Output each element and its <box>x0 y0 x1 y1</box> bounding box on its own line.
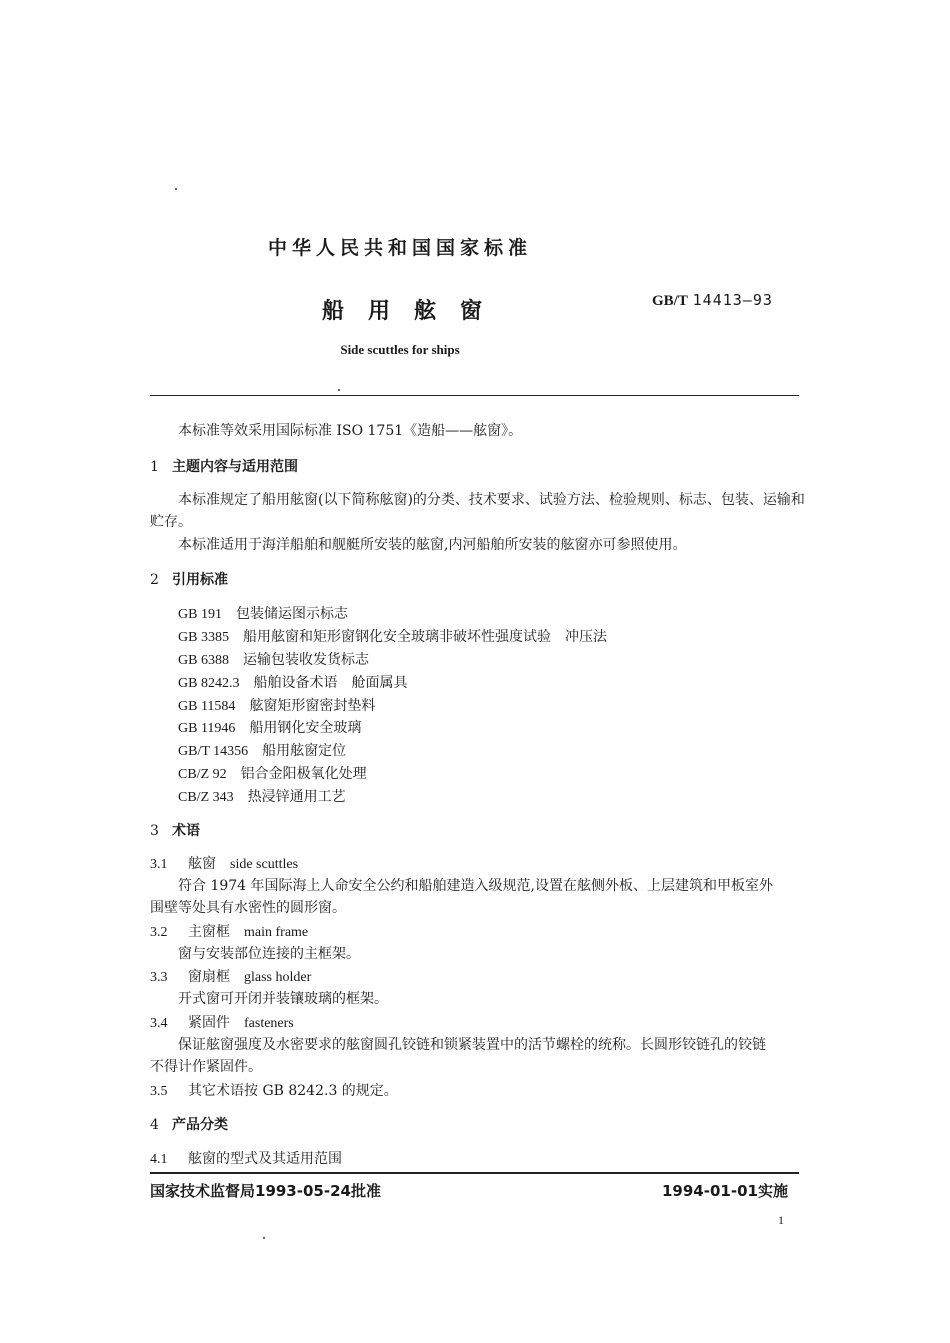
term-chinese: 紧固件 <box>188 1015 230 1031</box>
reference-item <box>178 603 348 623</box>
reference-item <box>178 695 375 715</box>
reference-title: 舷窗矩形窗密封垫料 <box>249 698 376 714</box>
reference-title: 热浸锌通用工艺 <box>247 789 346 805</box>
section-heading-4 <box>150 1114 228 1134</box>
term-chinese: 舷窗 <box>188 856 216 872</box>
paragraph-line: 开式窗可开闭并装镶玻璃的框架。 <box>178 991 388 1007</box>
section-number: 1 <box>150 459 159 475</box>
reference-title: 包装储运图示标志 <box>235 606 348 622</box>
term-english: glass holder <box>244 970 312 985</box>
standard-prefix: GB/T <box>652 293 688 309</box>
term-3-4 <box>150 1012 294 1032</box>
section-heading-1 <box>150 456 298 476</box>
term-text: 其它术语按 GB 8242.3 的规定。 <box>188 1083 398 1099</box>
reference-title: 船用钢化安全玻璃 <box>249 720 362 736</box>
term-english: fasteners <box>244 1016 294 1031</box>
term-3-2 <box>150 921 308 941</box>
reference-code: GB/T 14356 <box>178 744 249 759</box>
term-english: side scuttles <box>230 857 299 872</box>
reference-code: GB 3385 <box>178 630 229 645</box>
standard-number <box>652 291 773 310</box>
reference-code: GB 11584 <box>178 699 236 714</box>
reference-item <box>178 740 346 760</box>
subsection-title: 舷窗的型式及其适用范围 <box>188 1151 342 1167</box>
term-number: 3.1 <box>150 857 168 872</box>
term-number: 3.2 <box>150 925 168 940</box>
section-heading-2 <box>150 569 228 589</box>
reference-code: GB 8242.3 <box>178 676 240 691</box>
reference-title: 铝合金阳极氧化处理 <box>240 766 367 782</box>
reference-code: GB 191 <box>178 607 222 622</box>
reference-item <box>178 672 407 692</box>
section-number: 2 <box>150 572 159 588</box>
national-standard-heading: 中华人民共和国国家标准 <box>267 237 532 259</box>
section-heading-3 <box>150 820 200 840</box>
reference-item <box>178 717 361 737</box>
term-3-5 <box>150 1080 398 1100</box>
standard-code: 14413—93 <box>692 291 773 309</box>
effective-date-line: 1994-01-01实施 <box>662 1182 788 1200</box>
term-3-3 <box>150 966 311 986</box>
subsection-number: 4.1 <box>150 1152 168 1167</box>
section-title: 术语 <box>172 823 200 839</box>
document-title: 船用舷窗 <box>322 299 507 324</box>
paragraph-line: 窗与安装部位连接的主框架。 <box>178 946 360 962</box>
reference-item <box>178 786 346 806</box>
paragraph-line: 不得计作紧固件。 <box>150 1059 262 1075</box>
term-english: main frame <box>244 925 309 940</box>
reference-code: GB 11946 <box>178 721 236 736</box>
page-number: 1 <box>778 1213 784 1227</box>
subsection-4-1 <box>150 1148 342 1168</box>
scan-speck <box>338 389 340 391</box>
term-number: 3.5 <box>150 1084 168 1099</box>
reference-item <box>178 626 607 646</box>
reference-code: CB/Z 343 <box>178 790 234 805</box>
section-title: 引用标准 <box>172 572 228 588</box>
reference-item <box>178 649 369 669</box>
term-chinese: 窗扇框 <box>188 969 230 985</box>
term-3-1 <box>150 853 298 873</box>
reference-item <box>178 763 367 783</box>
paragraph-line: 本标准规定了船用舷窗(以下简称舷窗)的分类、技术要求、试验方法、检验规则、标志、包装、运输和 <box>178 492 805 508</box>
section-number: 3 <box>150 823 159 839</box>
header-divider <box>150 395 799 396</box>
term-chinese: 主窗框 <box>188 924 230 940</box>
section-number: 4 <box>150 1117 159 1133</box>
intro-paragraph: 本标准等效采用国际标准 ISO 1751《造船——舷窗》。 <box>178 423 523 439</box>
term-number: 3.3 <box>150 970 168 985</box>
paragraph-line: 本标准适用于海洋船舶和舰艇所安装的舷窗,内河船舶所安装的舷窗亦可参照使用。 <box>178 537 687 553</box>
approval-line: 国家技术监督局1993-05-24批准 <box>150 1182 381 1200</box>
reference-code: CB/Z 92 <box>178 767 227 782</box>
section-title: 主题内容与适用范围 <box>172 459 298 475</box>
reference-title: 船用舷窗和矩形窗钢化安全玻璃非破坏性强度试验 冲压法 <box>242 629 607 645</box>
scan-speck <box>263 1237 265 1239</box>
paragraph-line: 保证舷窗强度及水密要求的舷窗圆孔铰链和锁紧装置中的活节螺栓的统称。长圆形铰链孔的铰链 <box>178 1037 766 1053</box>
paragraph-line: 符合 1974 年国际海上人命安全公约和船舶建造入级规范,设置在舷侧外板、上层建筑和甲板室外 <box>178 878 773 894</box>
scan-speck <box>175 188 177 190</box>
paragraph-line: 围壁等处具有水密性的圆形窗。 <box>150 900 346 916</box>
section-title: 产品分类 <box>172 1117 228 1133</box>
reference-title: 船用舷窗定位 <box>262 743 347 759</box>
reference-code: GB 6388 <box>178 653 229 668</box>
english-title: Side scuttles for ships <box>340 342 460 357</box>
reference-title: 运输包装收发货标志 <box>242 652 369 668</box>
term-number: 3.4 <box>150 1016 168 1031</box>
paragraph-line: 贮存。 <box>150 514 192 530</box>
footer-divider <box>150 1172 799 1174</box>
reference-title: 船舶设备术语 舱面属具 <box>253 675 408 691</box>
